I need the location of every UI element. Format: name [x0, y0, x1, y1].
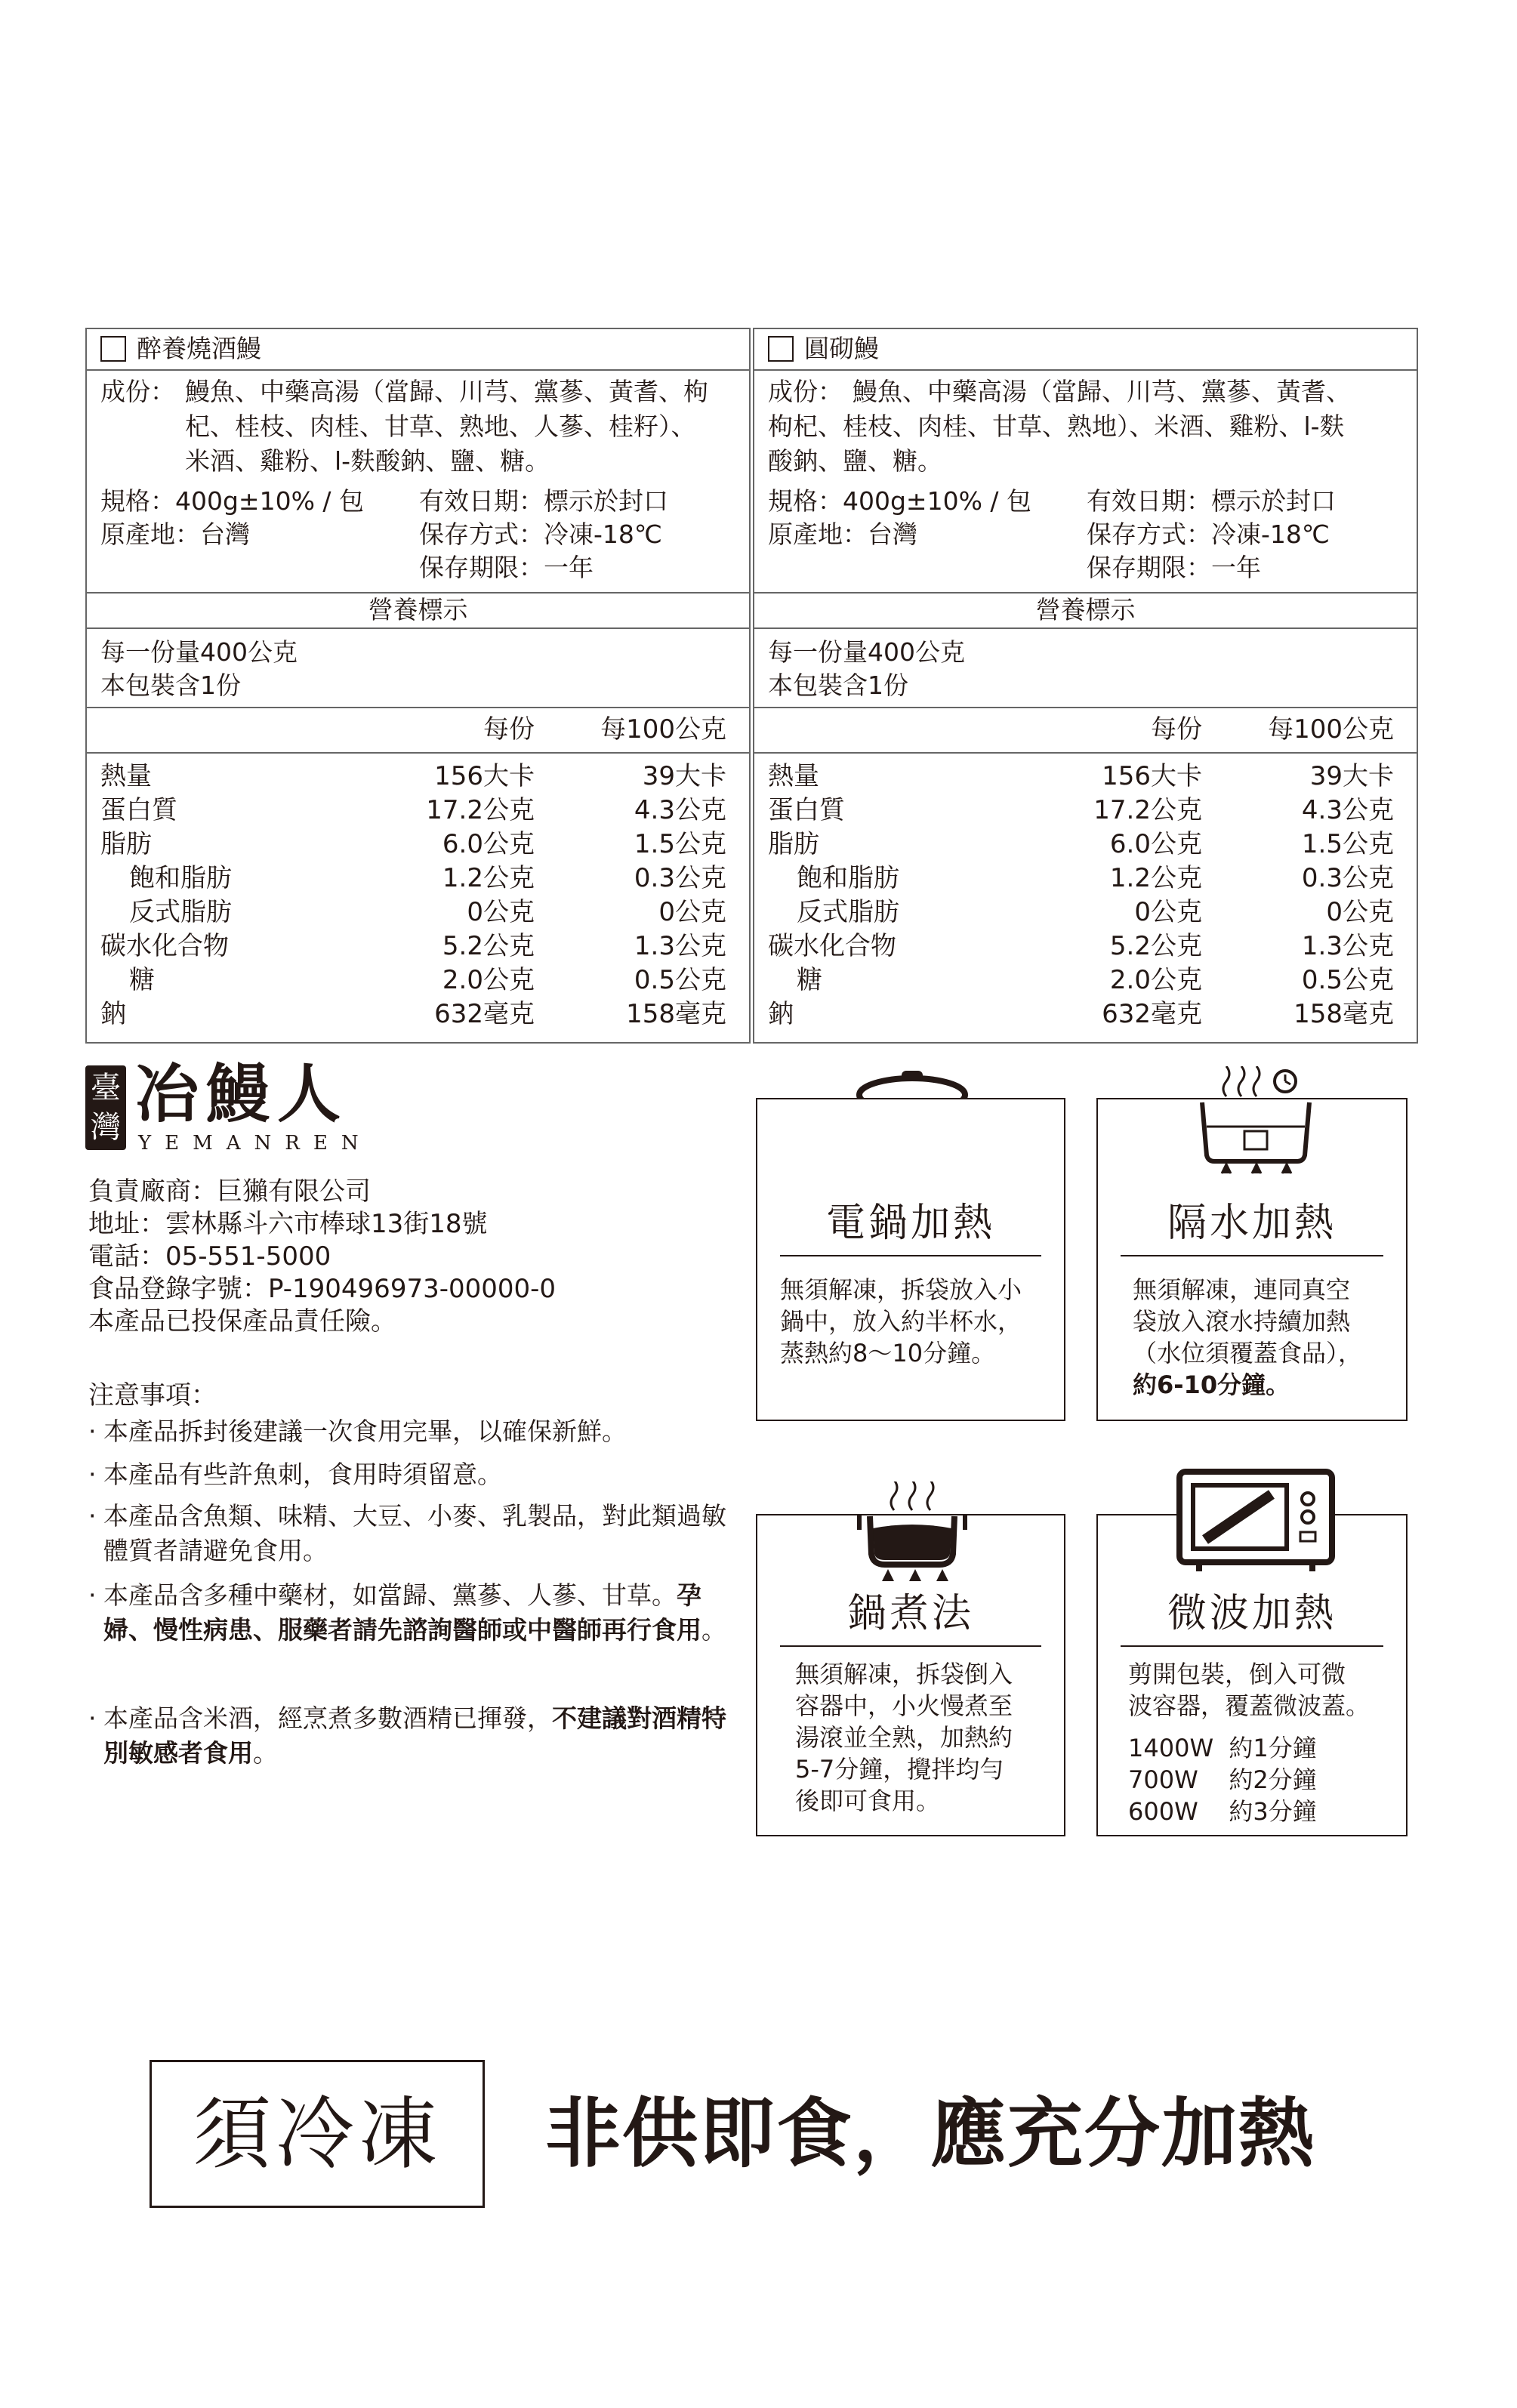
nutrient-per-100g: 0.5公克 [1301, 965, 1394, 995]
nutrient-per-serving: 1.2公克 [1109, 863, 1202, 893]
nutrition-row [87, 828, 749, 862]
note-tail: 。 [253, 1738, 278, 1768]
divider [87, 707, 749, 708]
nutrient-label: 鈉 [768, 999, 794, 1029]
nutrient-per-100g: 1.3公克 [634, 931, 726, 961]
divider [87, 627, 749, 629]
nutrient-per-100g: 0.5公克 [634, 965, 726, 995]
nutrient-per-100g: 0.3公克 [1301, 863, 1394, 893]
method-text: 無須解凍，連同真空 袋放入滾水持續加熱 （水位須覆蓋食品）， 約6-10分鐘。 [1133, 1275, 1363, 1399]
method-text: 無須解凍，拆袋放入小 鍋中，放入約半杯水， 蒸熱約8～10分鐘。 [780, 1275, 1022, 1367]
note-item: · 本產品含魚類、味精、大豆、小麥、乳製品，對此類過敏體質者請避免食用。 [88, 1501, 726, 1565]
note-item: · 本產品有些許魚刺，食用時須留意。 [88, 1460, 502, 1489]
nutrient-label: 熱量 [768, 761, 819, 791]
note-text: 本產品含多種中藥材，如當歸、黨蔘、人蔘、甘草。 [103, 1580, 677, 1610]
nutrient-label: 蛋白質 [100, 795, 177, 825]
nutrient-label: 糖 [129, 965, 155, 995]
nutrition-rows [754, 760, 1417, 1047]
nutrient-per-serving: 1.2公克 [442, 863, 535, 893]
nutrition-row [754, 828, 1417, 862]
nutrient-per-serving: 632毫克 [1102, 999, 1202, 1029]
nutrient-label: 飽和脂肪 [129, 863, 232, 893]
nutrient-label: 飽和脂肪 [797, 863, 899, 893]
ingredients-line: 鰻魚、中藥高湯（當歸、川芎、黨蔘、黃耆、枸 [185, 377, 708, 406]
nutrient-label: 糖 [797, 965, 822, 995]
method-text: 剪開包裝，倒入可微 波容器，覆蓋微波蓋。 1400W 約1分鐘 700W 約2分鐘 600W 約3分鐘 [1128, 1660, 1371, 1826]
storage-block [1087, 485, 1336, 584]
note-tail: 。 [701, 1615, 726, 1645]
nutrient-label: 脂肪 [100, 829, 152, 859]
note-item: · 本產品含米酒，經烹煮多數酒精已揮發，不建議對酒精特別敏感者食用。 [88, 1703, 726, 1768]
divider [1121, 1255, 1383, 1256]
nutrient-per-serving: 156大卡 [434, 761, 535, 791]
serving-info [768, 636, 965, 702]
product-panel-left [85, 328, 751, 1044]
brand-logo [85, 1056, 387, 1161]
method-title: 隔水加熱 [1167, 1201, 1337, 1246]
divider [87, 752, 749, 754]
divider [780, 1645, 1041, 1647]
divider [1121, 1645, 1383, 1647]
divider [754, 369, 1417, 371]
nutrient-per-100g: 4.3公克 [1301, 795, 1394, 825]
expiry: 有效日期：標示於封口 [419, 486, 668, 516]
storage-block [419, 485, 668, 584]
nutrition-row [87, 930, 749, 964]
product-checkbox[interactable] [100, 336, 126, 362]
ingredients [100, 375, 742, 480]
nutrient-label: 碳水化合物 [100, 931, 229, 961]
nutrition-row [87, 794, 749, 828]
nutrient-per-serving: 632毫克 [434, 999, 535, 1029]
insurance-statement: 本產品已投保產品責任險。 [88, 1306, 396, 1337]
microwave-time: 600W 約3分鐘 [1128, 1797, 1317, 1826]
note-text: 本產品拆封後建議一次食用完畢，以確保新鮮。 [103, 1417, 627, 1446]
divider [754, 627, 1417, 629]
ingredients [768, 375, 1409, 480]
nutrient-label: 鈉 [100, 999, 126, 1029]
ingredients-line: 米酒、雞粉、l-麩酸鈉、鹽、糖。 [185, 446, 550, 476]
nutrition-row [754, 964, 1417, 997]
brand-name-cn: 冶鰻人 [135, 1056, 349, 1131]
ingredients-label: 成份： [100, 377, 175, 406]
nutrition-title: 營養標示 [368, 595, 468, 624]
nutrient-label: 反式脂肪 [129, 897, 232, 927]
nutrition-rows [87, 760, 749, 1047]
method-rice-cooker [756, 1098, 1065, 1421]
divider [780, 1255, 1041, 1256]
nutrient-per-100g: 39大卡 [1309, 761, 1394, 791]
nutrient-per-serving: 0公克 [1134, 897, 1202, 927]
spec-block [768, 485, 1031, 551]
keep-frozen-label: 須冷凍 [150, 2060, 485, 2208]
spec: 規格：400g±10% / 包 [768, 486, 1032, 516]
nutrient-label: 蛋白質 [768, 795, 845, 825]
product-panel-right [753, 328, 1418, 1044]
ingredients-line: 鰻魚、中藥高湯（當歸、川芎、黨蔘、黃耆、 [853, 377, 1351, 406]
nutrition-row [87, 896, 749, 930]
note-text: 本產品含魚類、味精、大豆、小麥、乳製品，對此類過敏體質者請避免食用。 [103, 1501, 726, 1565]
note-text: 本產品有些許魚刺，食用時須留意。 [103, 1460, 502, 1489]
nutrient-per-100g: 39大卡 [642, 761, 726, 791]
serving-info [100, 636, 298, 702]
method-title: 鍋煮法 [846, 1591, 974, 1636]
nutrient-per-serving: 0公克 [467, 897, 535, 927]
method-title: 電鍋加熱 [825, 1201, 995, 1246]
nutrition-title: 營養標示 [1035, 595, 1136, 624]
nutrition-row [754, 760, 1417, 794]
nutrient-per-100g: 1.5公克 [634, 829, 726, 859]
col-per-100g: 每100公克 [1268, 714, 1394, 745]
expiry: 有效日期：標示於封口 [1087, 486, 1336, 516]
nutrient-label: 脂肪 [768, 829, 819, 859]
col-per-serving: 每份 [1151, 714, 1202, 745]
manufacturer: 負責廠商：巨獺有限公司 [88, 1176, 371, 1207]
nutrient-per-100g: 158毫克 [626, 999, 726, 1029]
origin: 原產地：台灣 [100, 520, 250, 549]
nutrient-per-100g: 158毫克 [1293, 999, 1394, 1029]
spec-block [100, 485, 364, 551]
nutrition-row [87, 997, 749, 1031]
nutrient-per-100g: 4.3公克 [634, 795, 726, 825]
nutrition-row [754, 794, 1417, 828]
spec: 規格：400g±10% / 包 [100, 486, 365, 516]
ingredients-line: 酸鈉、鹽、糖。 [768, 446, 942, 476]
serving-size: 每一份量400公克 [768, 637, 965, 667]
nutrient-per-100g: 0.3公克 [634, 863, 726, 893]
product-name-row [100, 332, 261, 365]
nutrient-per-serving: 5.2公克 [442, 931, 535, 961]
product-checkbox[interactable] [768, 336, 794, 362]
serving-size: 每一份量400公克 [100, 637, 298, 667]
ingredients-line: 枸杞、桂枝、肉桂、甘草、熟地）、米酒、雞粉、l-麩 [768, 412, 1345, 441]
microwave-time: 700W 約2分鐘 [1128, 1765, 1317, 1794]
nutrition-row [87, 964, 749, 997]
col-per-100g: 每100公克 [600, 714, 726, 745]
registration-number: 食品登錄字號：P-190496973-00000-0 [88, 1274, 557, 1304]
brand-seal-text: 臺灣 [91, 1071, 121, 1145]
nutrient-per-serving: 17.2公克 [426, 795, 535, 825]
nutrient-per-serving: 6.0公克 [1109, 829, 1202, 859]
nutrition-row [87, 862, 749, 896]
divider [754, 707, 1417, 708]
nutrition-row [754, 997, 1417, 1031]
product-name: 醉養燒酒鰻 [137, 334, 261, 363]
nutrient-per-100g: 1.3公克 [1301, 931, 1394, 961]
nutrient-per-serving: 6.0公克 [442, 829, 535, 859]
nutrition-header [754, 713, 1417, 747]
ingredients-label: 成份： [768, 377, 843, 406]
microwave-icon [1176, 1469, 1335, 1577]
nutrient-per-serving: 5.2公克 [1109, 931, 1202, 961]
note-item: · 本產品拆封後建議一次食用完畢，以確保新鮮。 [88, 1417, 627, 1446]
product-name: 圓砌鰻 [804, 334, 879, 363]
shelf-life: 保存期限：一年 [1087, 553, 1261, 582]
nutrient-per-100g: 0公克 [658, 897, 726, 927]
origin: 原產地：台灣 [768, 520, 917, 549]
method-text: 無須解凍，拆袋倒入 容器中，小火慢煮至 湯滾並全熟，加熱約 5-7分鐘，攪拌均勻 後即可食用。 [795, 1660, 1013, 1815]
servings-per-pack: 本包裝含1份 [100, 671, 241, 700]
nutrition-row [87, 760, 749, 794]
nutrient-per-100g: 1.5公克 [1301, 829, 1394, 859]
nutrient-per-100g: 0公克 [1326, 897, 1394, 927]
nutrient-per-serving: 17.2公克 [1093, 795, 1202, 825]
nutrition-row [754, 930, 1417, 964]
notes-title: 注意事項： [88, 1380, 217, 1411]
note-item: · 本產品含多種中藥材，如當歸、黨蔘、人蔘、甘草。孕婦、慢性病患、服藥者請先諮詢醫師或中醫師再行食用。 [88, 1580, 726, 1645]
brand-name-en: YEMANREN [138, 1132, 372, 1155]
shelf-life: 保存期限：一年 [419, 553, 594, 582]
storage: 保存方式：冷凍-18℃ [1087, 520, 1330, 549]
storage: 保存方式：冷凍-18℃ [419, 520, 662, 549]
phone: 電話：05-551-5000 [88, 1241, 331, 1272]
divider [754, 752, 1417, 754]
nutrient-label: 碳水化合物 [768, 931, 896, 961]
nutrition-row [754, 896, 1417, 930]
product-name-row [768, 332, 879, 365]
nutrient-per-serving: 2.0公克 [442, 965, 535, 995]
nutrient-per-serving: 156大卡 [1102, 761, 1202, 791]
heat-warning: 非供即食，應充分加熱 [545, 2089, 1315, 2178]
ingredients-line: 杞、桂枝、肉桂、甘草、熟地、人蔘、桂籽）、 [185, 412, 696, 441]
nutrition-header [87, 713, 749, 747]
servings-per-pack: 本包裝含1份 [768, 671, 908, 700]
method-title: 微波加熱 [1167, 1591, 1337, 1636]
nutrient-per-serving: 2.0公克 [1109, 965, 1202, 995]
nutrition-row [754, 862, 1417, 896]
note-bold-text: 不建議對酒精特別敏感者食用 [103, 1703, 726, 1768]
address: 地址：雲林縣斗六市棒球13街18號 [88, 1209, 488, 1239]
boiling-pot-timer-icon [1192, 1066, 1320, 1190]
microwave-time: 1400W 約1分鐘 [1128, 1734, 1317, 1762]
note-bold-text: 孕婦、慢性病患、服藥者請先諮詢醫師或中醫師再行食用 [103, 1580, 701, 1645]
brand-seal [85, 1065, 126, 1150]
col-per-serving: 每份 [483, 714, 535, 745]
note-text: 本產品含米酒，經烹煮多數酒精已揮發， [103, 1703, 552, 1733]
divider [87, 369, 749, 371]
nutrient-label: 熱量 [100, 761, 152, 791]
cooking-pot-icon [852, 1481, 973, 1590]
nutrient-label: 反式脂肪 [797, 897, 899, 927]
